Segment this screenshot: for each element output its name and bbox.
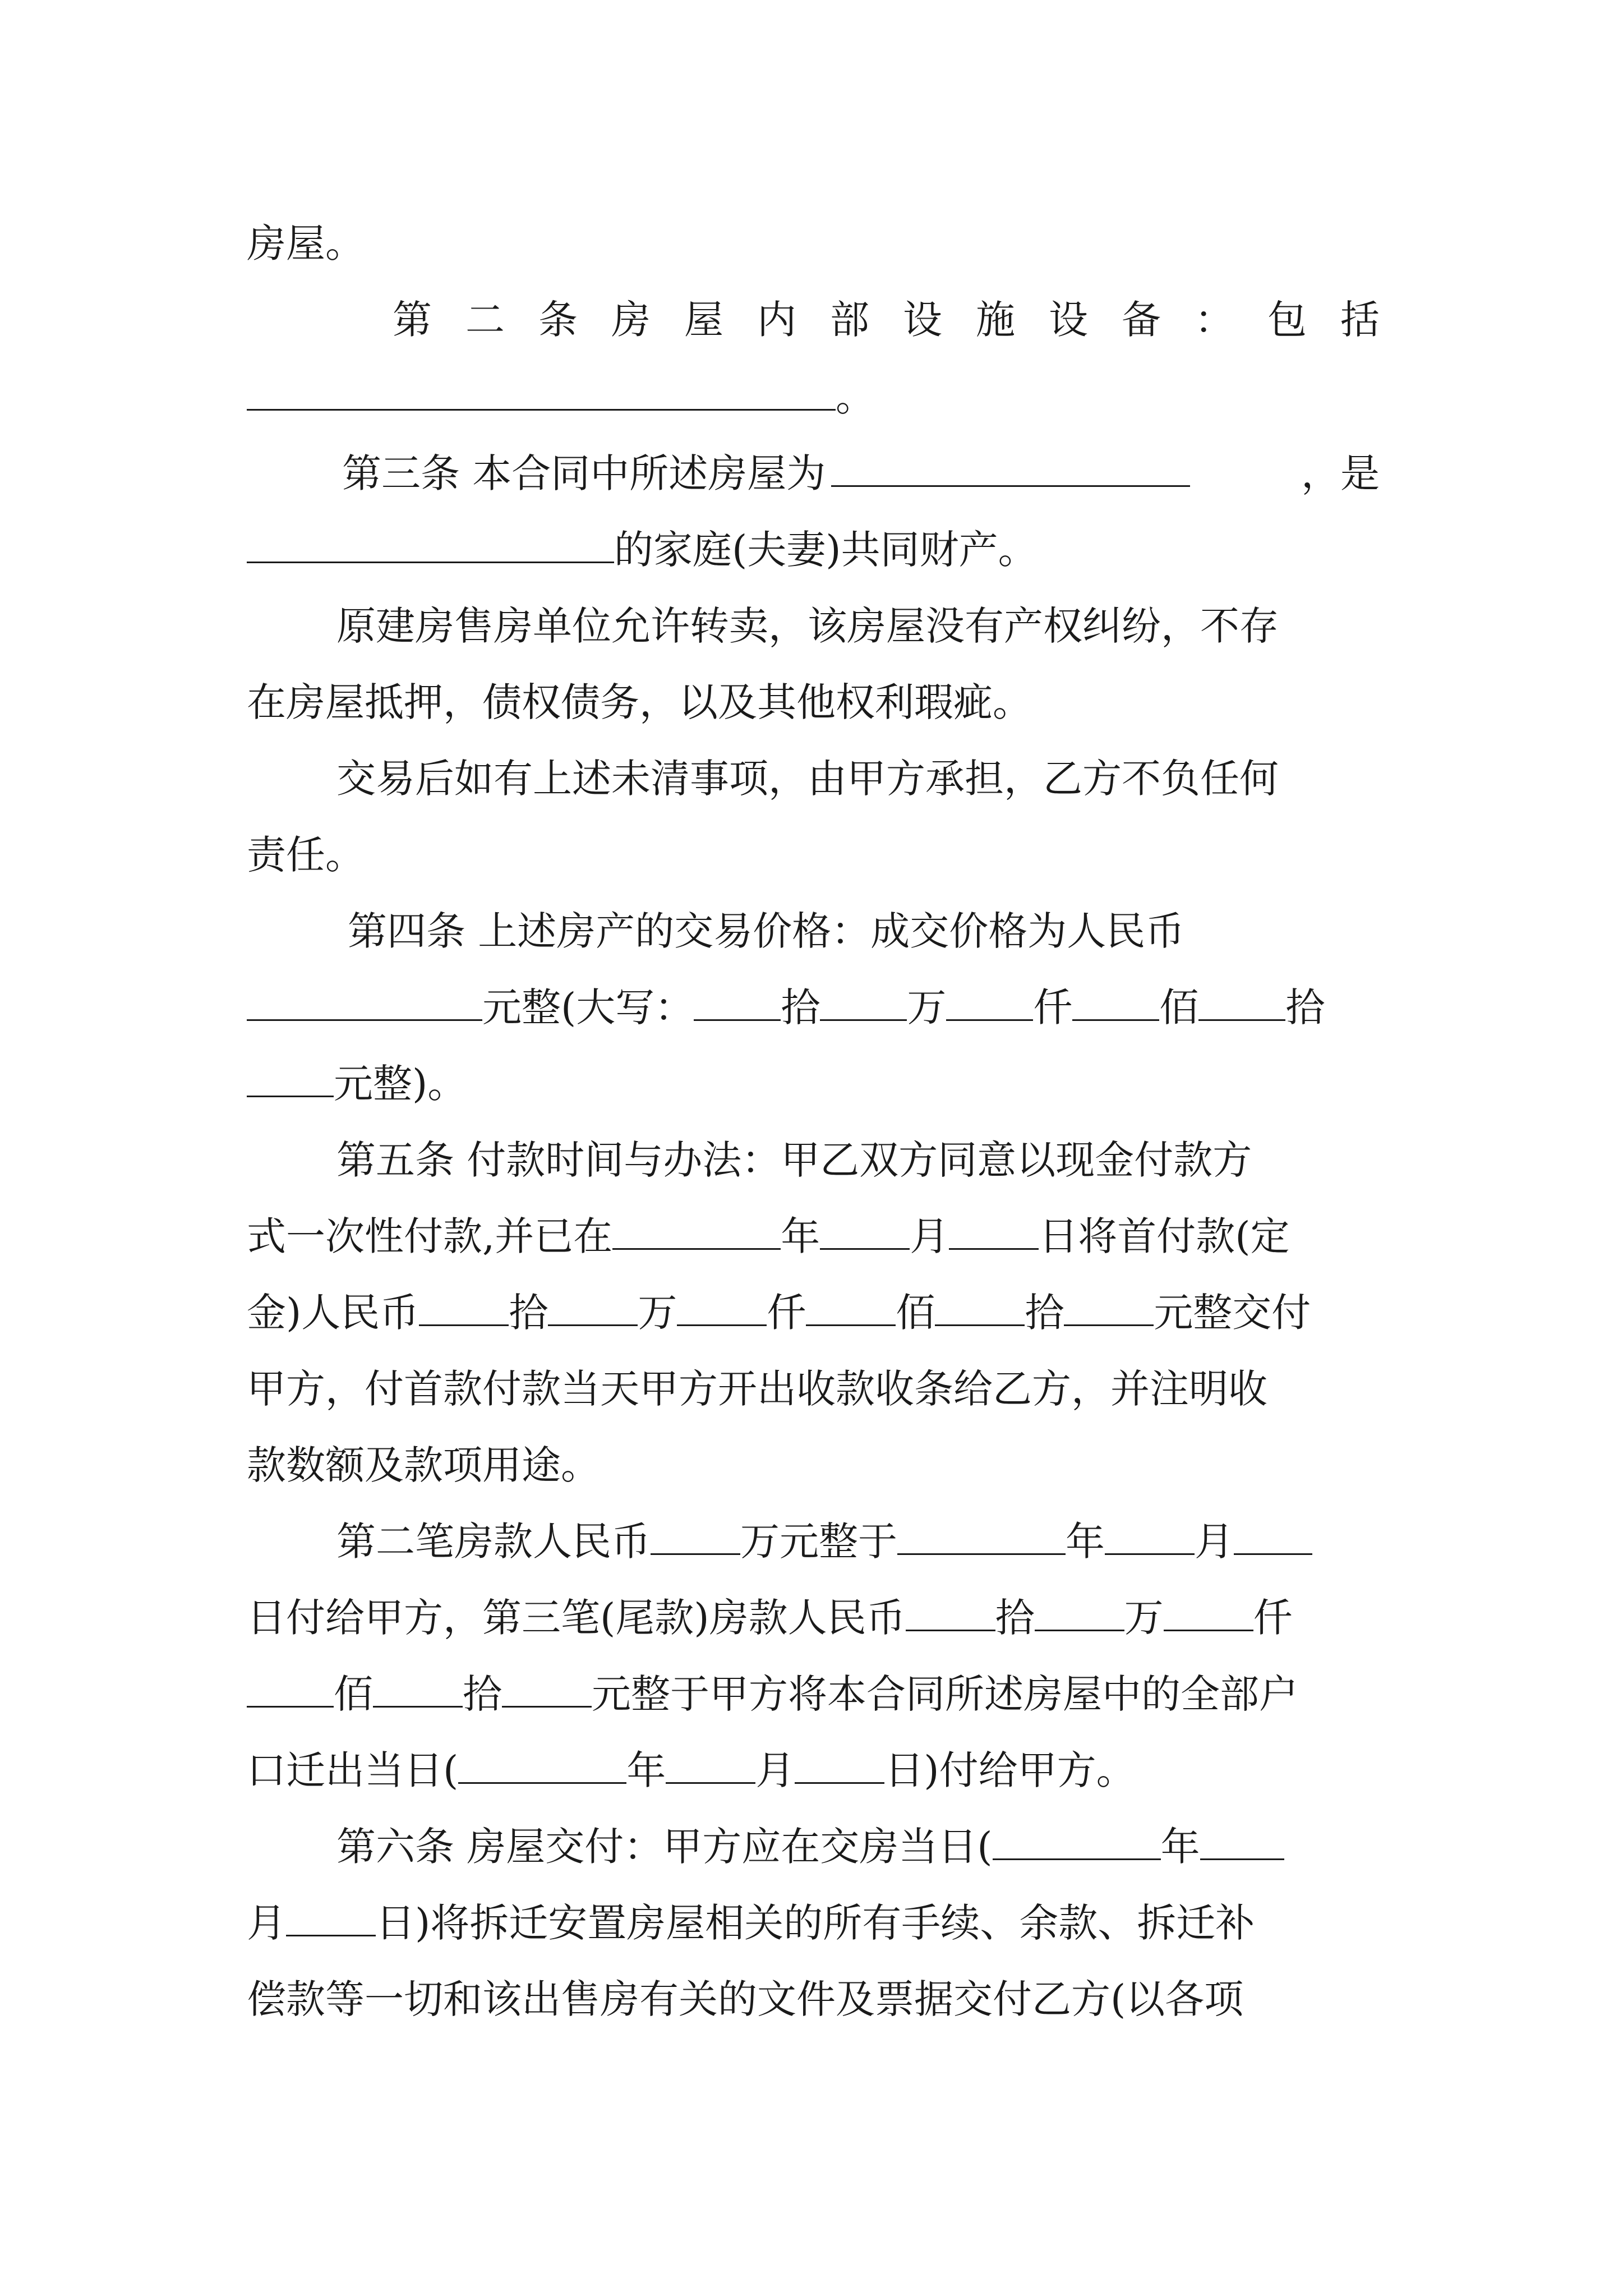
line-text: 佰 [334,1671,373,1717]
line-text: 元整交付 [1154,1290,1311,1336]
text-line [247,1351,1380,1427]
fill-blank [548,1277,638,1326]
line-text: 拾 [781,984,820,1030]
article-2-heading [393,282,1380,358]
line-text: 第六条 房屋交付：甲方应在交房当日( [336,1824,993,1870]
line-text: 佰 [1159,984,1199,1030]
fill-blank [831,438,1190,487]
line-text: 第四条 上述房产的交易价格：成交价格为人民币 [348,908,1185,954]
line-text: 月 [755,1747,795,1793]
text-line [336,1503,1380,1580]
text-line [247,1198,1380,1274]
line-text: 的家庭(夫妻)共同财产。 [614,527,1038,573]
article-4-heading [348,893,1481,969]
line-text: 日将首付款(定 [1039,1213,1290,1259]
line-text: 偿款等一切和该出售房有关的文件及票据交付乙方(以各项 [247,1976,1244,2022]
fill-blank [946,972,1033,1021]
article-3-line [342,435,1380,512]
text-line [247,1580,1380,1656]
text-line [247,1274,1380,1351]
line-text: 拾 [1285,984,1325,1030]
line-text: 拾 [1025,1290,1064,1336]
heading-char: 括 [1340,297,1380,343]
line-text: ，是 [1301,450,1380,496]
line-text: 第三条 本合同中所述房屋为 [342,450,826,496]
line-text: 拾 [463,1671,502,1717]
fill-blank [1105,1506,1195,1555]
line-text: 月 [247,1900,286,1946]
line-text: 月 [1195,1519,1234,1565]
line-text: 日)付给甲方。 [884,1747,1136,1793]
line-text: 拾 [995,1595,1035,1641]
fill-blank [286,1888,376,1936]
text-line [247,512,1380,588]
line-text: 仟 [1033,984,1073,1030]
text-line [247,1961,1380,2037]
fill-blank [247,1659,334,1708]
fill-blank [502,1659,592,1708]
fill-blank [935,1277,1025,1326]
line-text: 甲方，付首款付款当天甲方开出收款收条给乙方，并注明收 [247,1366,1267,1412]
text-line [247,1885,1380,1961]
heading-char: 施 [976,297,1015,343]
text-line [247,817,1380,893]
text-line [247,1656,1380,1732]
fill-blank [1200,1811,1284,1860]
line-text: 仟 [1253,1595,1293,1641]
text-line [336,588,1469,664]
line-text: 原建房售房单位允许转卖，该房屋没有产权纠纷，不存 [336,603,1279,649]
line-text: 第二笔房款人民币 [336,1519,651,1565]
line-text: 在房屋抵押，债权债务，以及其他权利瑕疵。 [247,679,1032,725]
line-text: 房屋。 [247,220,365,266]
line-text: 年 [781,1213,820,1259]
line-text: 口迁出当日( [247,1747,459,1793]
line-text: 万 [907,984,947,1030]
line-text: 万 [638,1290,677,1336]
fill-blank [1198,972,1285,1021]
fill-blank [677,1277,767,1326]
heading-char: 房 [611,297,651,343]
line-text: 第五条 付款时间与办法：甲乙双方同意以现金付款方 [336,1137,1252,1183]
line-text: 拾 [509,1290,548,1336]
heading-char: 屋 [684,297,723,343]
fill-blank [820,1201,910,1250]
line-text: 日付给甲方，第三笔(尾款)房款人民币 [247,1595,906,1641]
line-text: 元整)。 [334,1061,467,1107]
text-line [247,1046,1380,1122]
fill-blank [993,1811,1161,1860]
fill-blank [373,1659,463,1708]
fill-blank [820,972,907,1021]
line-text: 。 [836,374,875,420]
text-line [247,1427,1380,1503]
heading-char: 二 [465,297,505,343]
line-text: 款数额及款项用途。 [247,1442,600,1488]
fill-blank [419,1277,509,1326]
fill-blank [897,1506,1066,1555]
fill-blank [795,1735,884,1784]
fill-blank [458,1735,626,1784]
article-6-heading [336,1809,1380,1885]
line-text: 交易后如有上述未清事项，由甲方承担，乙方不负任何 [336,756,1279,802]
fill-blank [247,1048,334,1097]
fill-blank [1035,1582,1124,1631]
text-line [247,969,1380,1046]
fill-blank [651,1506,740,1555]
heading-char: 设 [903,297,942,343]
line-text: 日)将拆迁安置房屋相关的所有手续、余款、拆迁补 [376,1900,1255,1946]
fill-blank [612,1201,781,1250]
line-text: 责任。 [247,832,365,878]
fill-blank [1064,1277,1154,1326]
heading-char: 备 [1122,297,1161,343]
fill-blank [806,1277,896,1326]
text-line [247,664,1380,740]
heading-char: 条 [538,297,578,343]
line-text: 年 [1066,1519,1105,1565]
heading-char: 部 [830,297,869,343]
line-text: 仟 [767,1290,806,1336]
heading-char: ： [1195,297,1234,343]
line-text: 元整于甲方将本合同所述房屋中的全部户 [592,1671,1298,1717]
line-text: 万 [1124,1595,1164,1641]
line-text: 式一次性付款,并已在 [247,1213,613,1259]
fill-blank [1234,1506,1312,1555]
fill-blank [1164,1582,1253,1631]
fill-blank [694,972,781,1021]
text-line [336,740,1469,817]
line-text: 万元整于 [740,1519,897,1565]
line-text: 佰 [896,1290,935,1336]
heading-char: 包 [1267,297,1307,343]
heading-char: 第 [393,297,432,343]
fill-blank [666,1735,755,1784]
line-text: 金)人民币 [247,1290,419,1336]
heading-char: 设 [1049,297,1088,343]
text-line [247,205,1380,282]
line-text: 月 [910,1213,949,1259]
fill-blank [1072,972,1159,1021]
article-5-heading [336,1122,1469,1198]
text-line [247,359,1380,435]
fill-blank [247,972,482,1021]
fill-blank [906,1582,995,1631]
line-text: 年 [1160,1824,1200,1870]
line-text: 年 [626,1747,666,1793]
heading-char: 内 [757,297,796,343]
fill-blank [949,1201,1039,1250]
text-line [247,1732,1380,1809]
fill-blank [247,514,614,563]
line-text: 元整(大写： [482,984,694,1030]
fill-blank [247,362,836,411]
